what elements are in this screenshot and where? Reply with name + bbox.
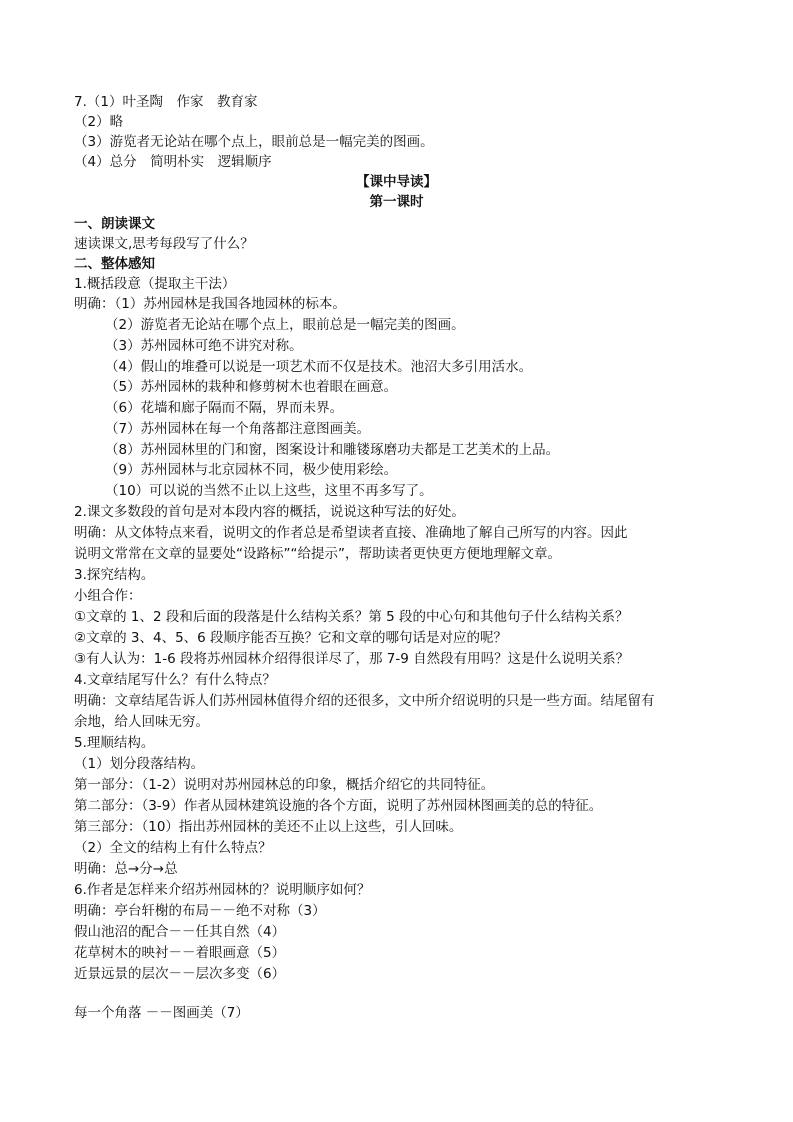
question-1: 1.概括段意（提取主干法） xyxy=(74,276,236,292)
paragraph-summary: （10）可以说的当然不止以上这些，这里不再多写了。 xyxy=(105,483,433,499)
text-line: 速读课文,思考每段写了什么？ xyxy=(74,236,254,252)
structure-part: 第二部分：（3-9）作者从园林建筑设施的各个方面，说明了苏州园林图画美的总的特征。 xyxy=(74,798,603,814)
question-5: 5.理顺结构。 xyxy=(74,735,155,751)
structure-part: 第三部分：（10）指出苏州园林的美还不止以上这些，引人回味。 xyxy=(74,819,463,835)
answer-7-4: （4）总分 简明朴实 逻辑顺序 xyxy=(74,154,272,170)
structure-part: 第一部分：（1-2）说明对苏州园林总的印象，概括介绍它的共同特征。 xyxy=(74,777,495,793)
answer-line: 说明文常常在文章的显要处“设路标”“给提示”，帮助读者更快更方便地理解文章。 xyxy=(74,546,561,562)
answer-line: 明确：文章结尾告诉人们苏州园林值得介绍的还很多，文中所介绍说明的只是一些方面。结尾留有 xyxy=(74,693,655,709)
lesson-title: 第一课时 xyxy=(369,194,424,210)
paragraph-summary: （8）苏州园林里的门和窗，图案设计和雕镂琢磨功夫都是工艺美术的上品。 xyxy=(105,442,560,458)
text-line: 近景远景的层次－－层次多变（6） xyxy=(74,966,286,982)
question-3: 3.探究结构。 xyxy=(74,567,155,583)
heading-read-aloud: 一、朗读课文 xyxy=(74,216,155,232)
answer-line: 明确：亭台轩榭的布局－－绝不对称（3） xyxy=(74,903,326,919)
group-question: ③有人认为：1-6 段将苏州园林介绍得很详尽了，那 7-9 自然段有用吗？这是什么说明关系？ xyxy=(74,651,630,667)
question-6: 6.作者是怎样来介绍苏州园林的？说明顺序如何？ xyxy=(74,882,371,898)
text-line: 小组合作： xyxy=(74,588,142,604)
paragraph-summary: （9）苏州园林与北京园林不同，极少使用彩绘。 xyxy=(105,462,398,478)
paragraph-summary: （3）苏州园林可绝不讲究对称。 xyxy=(105,338,303,354)
group-question: ①文章的 1、2 段和后面的段落是什么结构关系？第 5 段的中心句和其他句子什么结构关系？ xyxy=(74,609,629,625)
text-line: 每一个角落 －－图画美（7） xyxy=(74,1005,249,1021)
paragraph-summary: （5）苏州园林的栽种和修剪树木也着眼在画意。 xyxy=(105,379,398,395)
text-line: 假山池沼的配合－－任其自然（4） xyxy=(74,924,286,940)
answer-7-1: 7.（1）叶圣陶 作家 教育家 xyxy=(74,94,258,110)
answer-line: 明确：（1）苏州园林是我国各地园林的标本。 xyxy=(74,296,346,312)
text-line: （1）划分段落结构。 xyxy=(74,756,205,772)
answer-line: 明确：从文体特点来看，说明文的作者总是希望读者直接、准确地了解自己所写的内容。因此 xyxy=(74,525,628,541)
paragraph-summary: （6）花墙和廊子隔而不隔，界而未界。 xyxy=(105,400,344,416)
text-line: （2）全文的结构上有什么特点？ xyxy=(74,840,272,856)
question-2: 2.课文多数段的首句是对本段内容的概括，说说这种写法的好处。 xyxy=(74,504,465,520)
paragraph-summary: （7）苏州园林在每一个角落都注意图画美。 xyxy=(105,421,371,437)
group-question: ②文章的 3、4、5、6 段顺序能否互换？它和文章的哪句话是对应的呢？ xyxy=(74,630,508,646)
paragraph-summary: （2）游览者无论站在哪个点上，眼前总是一幅完美的图画。 xyxy=(105,317,465,333)
heading-overall-perception: 二、整体感知 xyxy=(74,256,155,272)
text-line: 花草树木的映衬－－着眼画意（5） xyxy=(74,945,286,961)
answer-7-3: （3）游览者无论站在哪个点上，眼前总是一幅完美的图画。 xyxy=(74,134,434,150)
answer-line: 余地，给人回味无穷。 xyxy=(74,714,209,730)
answer-7-2: （2）略 xyxy=(74,114,124,130)
question-4: 4.文章结尾写什么？有什么特点？ xyxy=(74,672,276,688)
paragraph-summary: （4）假山的堆叠可以说是一项艺术而不仅是技术。池沼大多引用活水。 xyxy=(105,359,533,375)
section-title: 【课中导读】 xyxy=(356,174,437,190)
answer-line: 明确：总→分→总 xyxy=(74,861,178,877)
